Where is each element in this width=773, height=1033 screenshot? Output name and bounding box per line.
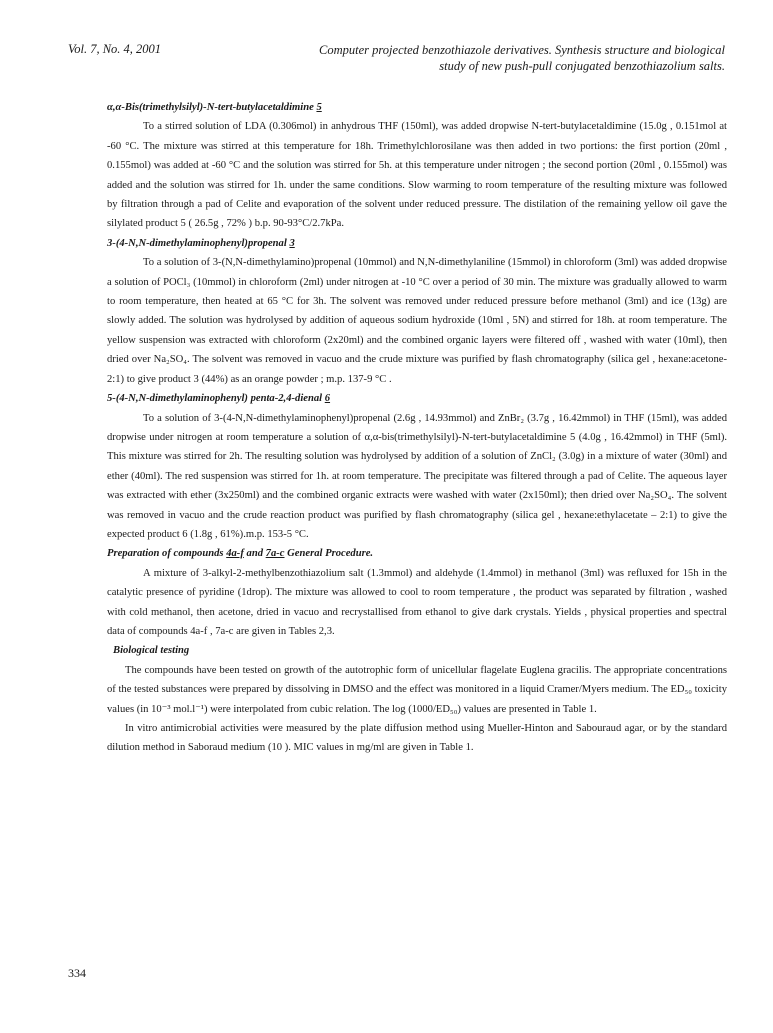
paragraph: The compounds have been tested on growth of the autotrophic form of unicellular flagelate Euglena gracilis. The appropriate concentrations of the tested substances were prepared by dissolving in DMSO and the effect was monitored in a liquid Cramer/Myers medium. The ED₅₀ toxicity values (in 10⁻³ mol.l⁻¹) were interpolated from cubic relation. The log (1000/ED₅₀) values are presented in Table 1. xyxy=(107,664,727,715)
running-title-line-1: Computer projected benzothiazole derivatives. Synthesis structure and biological xyxy=(319,43,725,57)
page-number: 334 xyxy=(68,966,86,980)
compound-ref: 7a-c xyxy=(265,548,285,560)
paragraph: To a solution of 3-(4-N,N-dimethylaminophenyl)propenal (2.6g , 14.93mmol) and ZnBr₂ (3.7g , 16.42mmol) in THF (15ml), was added dropwise under nitrogen at room temperature a solution of α,α-bis(trimethylsilyl)-N-tert-butylacetaldimine 5 (4.0g , 16.42mmol) in THF (5ml). This mixture was stirred for 2h. The resulting solution was hydrolysed by addition of a solution of ZnCl₂ (3.0g) in a mixture of water (30ml) and ether (40ml). The red suspension was stirred for 1h. at room temperature. The precipitate was filtered through a pad of Celite. The aqueous layer was extracted with ether (3x250ml) and the combined organic extracts were washed with water (2x150ml); then dried over Na₂SO₄. The solvent was removed in vacuo and the crude reaction product was purified by flash chromatography (silica gel , hexane:ethylacetate – 2:1) to give the expected product 6 (1.8g , 61%).m.p. 153-5 °C. xyxy=(107,412,727,540)
journal-volume: Vol. 7, No. 4, 2001 xyxy=(68,42,162,56)
paragraph: To a stirred solution of LDA (0.306mol) in anhydrous THF (150ml), was added dropwise N-tert-butylacetaldimine (15.0g , 0.151mol at -60 °C. The mixture was stirred at this temperature for 18h. Trimethylchlorosilane was then added in two portions: the first portion (20ml , 0.155mol) was added at -60 °C and the solution was stirred for 5h. at this temperature under nitrogen ; the second portion (20ml , 0.155mol) was added and the solution was stirred for 1h. under the same conditions. Slow warming to room temperature of the resulting mixture was followed by filtration through a pad of Celite and evaporation of the solvent under reduced pressure. The distilation of the remaining yellow oil gave the silylated product 5 ( 26.5g , 72% ) b.p. 90-93°C/2.7kPa. xyxy=(107,121,727,230)
section-heading: 5-(4-N,N-dimethylaminophenyl) penta-2,4-dienal 6 xyxy=(107,393,331,405)
section-heading: α,α-Bis(trimethylsilyl)-N-tert-butylacetaldimine 5 xyxy=(107,102,322,113)
compound-ref: 6 xyxy=(324,393,331,405)
paragraph: In vitro antimicrobial activities were measured by the plate diffusion method using Mueller-Hinton and Sabouraud agar, or by the standard dilution method in Saboraud medium (10 ). MIC values in mg/ml are given in Table 1. xyxy=(107,723,727,754)
compound-ref: 3 xyxy=(289,237,295,249)
running-title-line-2: study of new push-pull conjugated benzothiazolium salts. xyxy=(439,59,725,73)
paragraph: A mixture of 3-alkyl-2-methylbenzothiazolium salt (1.3mmol) and aldehyde (1.4mmol) in methanol (3ml) was refluxed for 15h in the catalytic presence of pyridine (1drop). The mixture was allowed to cool to room temperature , the product was separated by filtration , washed with cold methanol, then acetone, dried in vacuo and recrystallised from ethanol to give dark crystals. Yields , physical properties and spectral data of compounds 4a-f , 7a-c are given in Tables 2,3. xyxy=(107,567,727,637)
article-body xyxy=(107,98,727,758)
compound-ref: 5 xyxy=(316,102,322,113)
section-heading: 3-(4-N,N-dimethylaminophenyl)propenal 3 xyxy=(107,237,295,249)
paragraph: To a solution of 3-(N,N-dimethylamino)propenal (10mmol) and N,N-dimethylaniline (15mmol) in chloroform (3ml) was added dropwise a solution of POCl₃ (10mmol) in chloroform (2ml) under nitrogen at -10 °C over a period of 30 min. The mixture was gradually allowed to warm to room temperature, then heated at 65 °C for 3h. The solvent was removed under reduced pressure before methanol (3ml) and ice (13g) are slowly added. The solution was hydrolysed by addition of aqueous sodium hydroxide (10ml , 5N) and stirred for 18h. at room temperature. The yellow suspension was extracted with chloroform (2x20ml) and the combined organic layers were filtered off , washed with water (10ml), then dried over Na₂SO₄. The solvent was removed in vacuo and the crude mixture was purified by flash chromatography (silica gel , hexane:acetone-2:1) to give product 3 (44%) as an orange powder ; m.p. 137-9 °C . xyxy=(107,257,727,385)
running-title xyxy=(255,42,725,74)
section-heading: Preparation of compounds 4a-f and 7a-c General Procedure. xyxy=(107,548,374,560)
section-heading: Biological testing xyxy=(113,645,190,657)
compound-ref: 4a-f xyxy=(226,548,244,560)
